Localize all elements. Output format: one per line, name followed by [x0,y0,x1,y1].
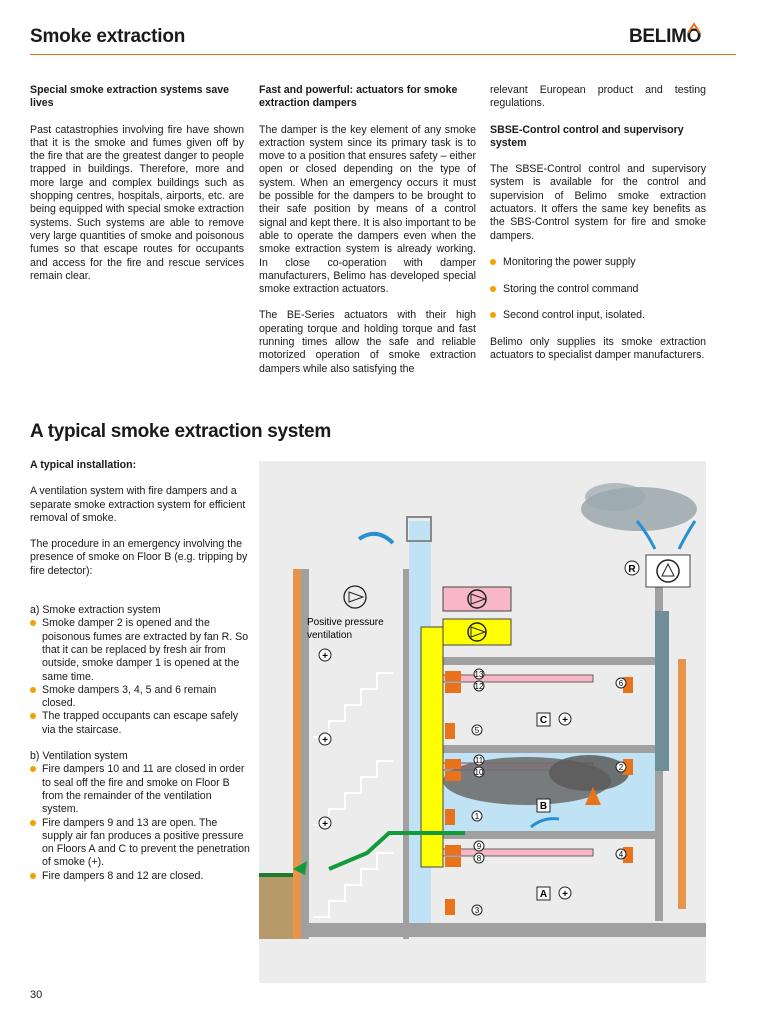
smoke-extraction-title: a) Smoke extraction system [30,604,161,617]
page-number: 30 [30,989,43,1001]
damper-actuator [445,857,461,867]
column-2 [259,84,476,389]
col3-heading: SBSE-Control control and supervisory system [490,123,684,149]
svg-text:3: 3 [474,906,480,915]
svg-text:4: 4 [618,850,624,859]
staircase-middle [313,761,393,825]
positive-pressure-label: Positive pressure [307,617,384,628]
installation-p2: The procedure in an emergency involving the presence of smoke on Floor B (e.g. tripping by fire detector): [30,538,248,577]
column-1 [30,84,244,296]
list-item: Smoke damper 2 is opened and the poisonous fumes are extracted by fan R. So that it can be replaced by fresh air from outside, smoke damper 1 is opened at the same time. [30,617,250,683]
page-title: Smoke extraction [30,26,186,47]
svg-text:12: 12 [474,682,484,691]
damper-actuator [445,671,461,681]
svg-text:13: 13 [474,670,484,679]
logo-mark-icon [687,22,701,34]
installation-heading: A typical installation: [30,459,137,471]
floor-ground [301,923,706,937]
col1-heading: Special smoke extraction systems save lives [30,84,230,110]
col3-body-1: The SBSE-Control control and supervisory system is available for the control and supervision of Belimo smoke extraction actuators. It offers the same key benefits as the SBS-Control system for fire and smoke dampers. [490,163,706,242]
plus-marker [319,817,331,830]
damper-actuator [445,899,455,915]
system-diagram [259,461,706,983]
brick-wall-right [678,659,686,909]
svg-text:B: B [539,801,548,812]
smoke-shaft [655,611,669,771]
col3-bullet-list [490,256,706,322]
floor-label-a [537,887,571,900]
svg-text:11: 11 [474,756,484,765]
ventilation-title: b) Ventilation system [30,750,128,763]
damper-actuator [445,759,461,769]
damper-actuator [445,723,455,739]
col2-body-1: The damper is the key element of any smoke extraction system since its primary task is to move to a position that ensures safety – either open or closed depending on the type of system. When an emergency occurs it must be possible for the dampers to be brought to their safe position by means of a control signal and kept there. It is also important to be able to operate the dampers even when the smoke extraction system is already working. In close co-operation with damper manufacturers, Belimo has developed special smoke extraction actuators. [259,123,476,296]
svg-text:10: 10 [474,768,484,777]
col2-body-2: The BE-Series actuators with their high operating torque and holding torque and fast running times allow the safe and reliable motorized operation of smoke extraction dampers while also satisfying the [259,309,476,375]
duct-floor-c [443,675,593,682]
smoke-extraction-list [30,617,250,737]
stair-wall [403,569,409,939]
column-3 [490,84,706,375]
svg-text:+: + [322,735,328,746]
grass [259,873,293,877]
svg-text:1: 1 [474,812,480,821]
col3-body-cont: relevant European product and testing regulations. [490,84,706,110]
ventilation-list [30,763,250,883]
svg-text:+: + [562,889,568,900]
list-item: Fire dampers 10 and 11 are closed in order to seal off the fire and smoke on Floor B from the remainder of the ventilation system. [30,763,250,816]
list-item: Fire dampers 9 and 13 are open. The supply air fan produces a positive pressure on Floors A and C to prevent the penetration of smoke (+). [30,817,250,870]
system-diagram-svg [259,461,706,983]
fan-r-label: R [628,564,636,575]
fresh-air-arrow-icon [359,534,393,543]
floor-label-b [537,799,550,812]
col3-body-2: Belimo only supplies its smoke extraction actuators to specialist damper manufacturers. [490,335,706,362]
installation-p1: A ventilation system with fire dampers and a separate smoke extraction system for efficient removal of smoke. [30,485,246,524]
svg-text:C: C [539,715,548,726]
smoke-cloud [549,755,629,791]
list-item: Storing the control command [490,283,706,296]
damper-actuator [445,845,461,855]
svg-text:2: 2 [618,763,624,772]
exhaust-arrow-icon [679,521,695,549]
list-item: The trapped occupants can escape safely via the staircase. [30,710,250,737]
floor-label-c [537,713,571,726]
col2-heading: Fast and powerful: actuators for smoke extraction dampers [259,84,458,110]
svg-text:A: A [539,889,548,900]
header-rule [30,54,736,55]
floor-c-slab [409,657,655,665]
svg-text:9: 9 [476,842,482,851]
list-item: Second control input, isolated. [490,309,706,322]
section-title: A typical smoke extraction system [30,421,331,442]
brick-wall-left [293,569,301,939]
brand-logo: BELIMO [629,26,702,47]
svg-text:+: + [322,819,328,830]
svg-text:8: 8 [476,854,482,863]
staircase-upper [313,673,393,737]
svg-text:+: + [562,715,568,726]
exhaust-smoke [585,483,645,511]
list-item: Smoke dampers 3, 4, 5 and 6 remain closed. [30,684,250,711]
list-item: Monitoring the power supply [490,256,706,269]
plus-marker [319,649,331,662]
duct-floor-a [443,849,593,856]
ground [259,875,293,939]
damper-actuator [445,771,461,781]
installation-text [30,459,250,883]
col1-body: Past catastrophies involving fire have shown that it is the smoke and fumes given off by the fire that are the greatest danger to people trapped in buildings. Therefore, more and more large and complex buildings such as shopping centres, hospitals, airports, etc. are being equipped with special smoke extraction systems. Such systems are able to remove very large quantities of smoke and poisonous fumes so that escape routes for occupants and access for the fire and rescue services remain clear. [30,123,244,282]
damper-actuator [445,683,461,693]
fan-blade-icon [349,592,363,602]
positive-pressure-label: ventilation [307,630,353,641]
floor-b-slab [409,745,655,753]
svg-text:+: + [322,651,328,662]
svg-text:6: 6 [618,679,624,688]
svg-text:5: 5 [474,726,480,735]
list-item: Fire dampers 8 and 12 are closed. [30,870,250,883]
plus-marker [319,733,331,746]
staircase-lower [313,853,393,917]
damper-actuator [445,809,455,825]
